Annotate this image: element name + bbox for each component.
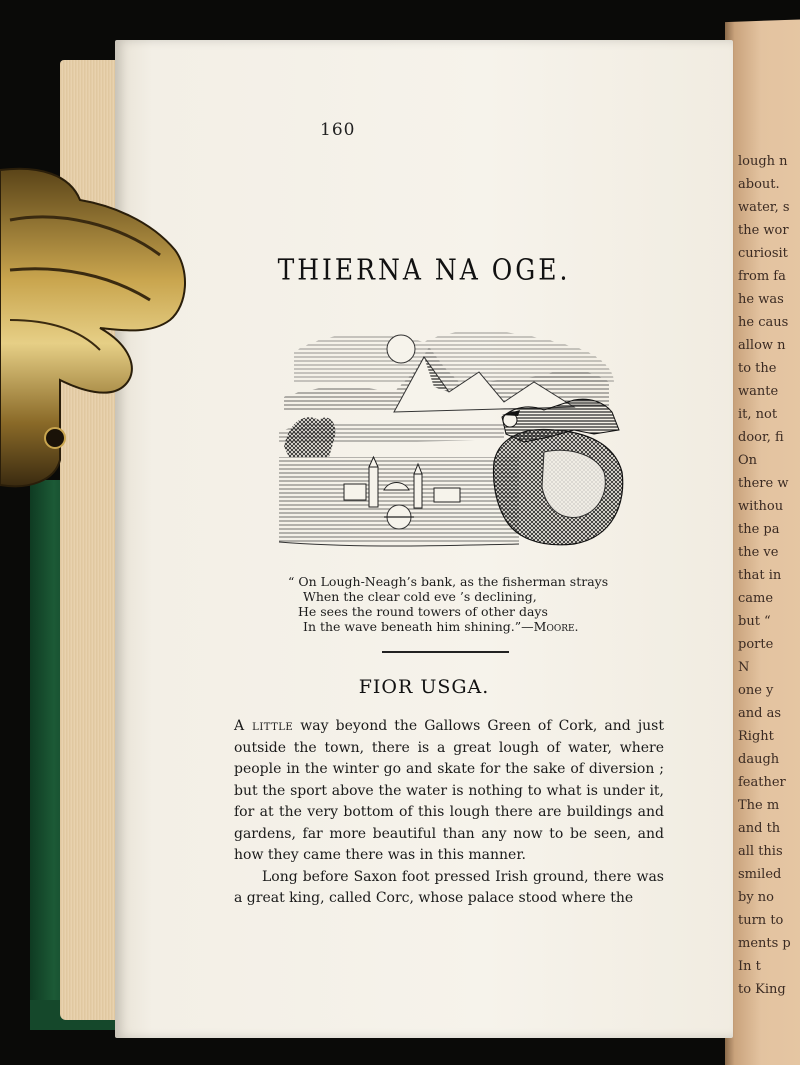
facing-page-line: to King bbox=[738, 982, 786, 997]
facing-page-line: The m bbox=[738, 798, 780, 813]
facing-page-line: he caus bbox=[738, 315, 789, 330]
epigraph-line-4 bbox=[288, 619, 608, 634]
epigraph-author: Moore. bbox=[533, 619, 579, 634]
epigraph-line-4-text: In the wave beneath him shining.”— bbox=[303, 619, 534, 634]
facing-page-line: it, not bbox=[738, 407, 778, 422]
facing-page-line: door, fi bbox=[738, 430, 784, 445]
epigraph bbox=[288, 574, 608, 634]
facing-page-line: and as bbox=[738, 706, 781, 721]
facing-page-line: smiled bbox=[738, 867, 782, 882]
facing-page-line: the pa bbox=[738, 522, 780, 537]
facing-page-line: all this bbox=[738, 844, 783, 859]
engraving-illustration bbox=[274, 312, 630, 552]
paragraph-1 bbox=[234, 716, 664, 867]
facing-page-line: daugh bbox=[738, 752, 780, 767]
facing-page-line: In t bbox=[738, 959, 761, 974]
facing-page-line: but “ bbox=[738, 614, 771, 629]
brass-clasp bbox=[0, 160, 190, 490]
page-number: 160 bbox=[320, 120, 356, 140]
epigraph-line-3: He sees the round towers of other days bbox=[298, 604, 548, 619]
facing-page-line: lough n bbox=[738, 154, 788, 169]
facing-page-line: one y bbox=[738, 683, 774, 698]
paragraph-2: Long before Saxon foot pressed Irish ground, there was a great king, called Corc, whose palace stood where the bbox=[234, 868, 664, 906]
facing-page-line: porte bbox=[738, 637, 774, 652]
facing-page-line: turn to bbox=[738, 913, 784, 928]
facing-page-line: came bbox=[738, 591, 774, 606]
facing-page-line: allow n bbox=[738, 338, 786, 353]
paragraph-1-rest: way beyond the Gallows Green of Cork, and just outside the town, there is a great lough of water, where people in the winter go and skate for the sake of diversion ; but the sport above the water is nothing to what is under it, for at the very bottom of this lough there are buildings and gardens, far more beautiful than any now to be seen, and how they came there was in this manner. bbox=[234, 718, 664, 863]
facing-page-line: by no bbox=[738, 890, 774, 905]
facing-page-line: withou bbox=[738, 499, 784, 514]
facing-page-line: N bbox=[738, 660, 750, 675]
facing-page-line: about. bbox=[738, 177, 780, 192]
facing-page-line: the ve bbox=[738, 545, 779, 560]
section-divider bbox=[382, 651, 509, 653]
facing-page-line: wante bbox=[738, 384, 779, 399]
facing-page-line: to the bbox=[738, 361, 777, 376]
epigraph-line-2: When the clear cold eve ’s declining, bbox=[303, 589, 537, 604]
facing-page-line: that in bbox=[738, 568, 782, 583]
facing-page-line: there w bbox=[738, 476, 789, 491]
facing-page-line: from fa bbox=[738, 269, 786, 284]
paragraph-1-lead: A little bbox=[234, 718, 294, 734]
facing-page-line: the wor bbox=[738, 223, 789, 238]
facing-page-line: feather bbox=[738, 775, 786, 790]
facing-page-line: he was bbox=[738, 292, 784, 307]
facing-page-line: water, s bbox=[738, 200, 790, 215]
facing-page-text bbox=[738, 150, 800, 1001]
facing-page-line: On bbox=[738, 453, 758, 468]
section-title: FIOR USGA. bbox=[358, 676, 490, 698]
body-text bbox=[234, 716, 664, 910]
epigraph-line-1: “ On Lough-Neagh’s bank, as the fisherman strays bbox=[288, 574, 609, 589]
facing-page-line: ments p bbox=[738, 936, 791, 951]
facing-page-line: and th bbox=[738, 821, 781, 836]
facing-page-line: curiosit bbox=[738, 246, 788, 261]
facing-page-line: Right bbox=[738, 729, 774, 744]
chapter-title: THIERNA NA OGE. bbox=[277, 252, 571, 287]
